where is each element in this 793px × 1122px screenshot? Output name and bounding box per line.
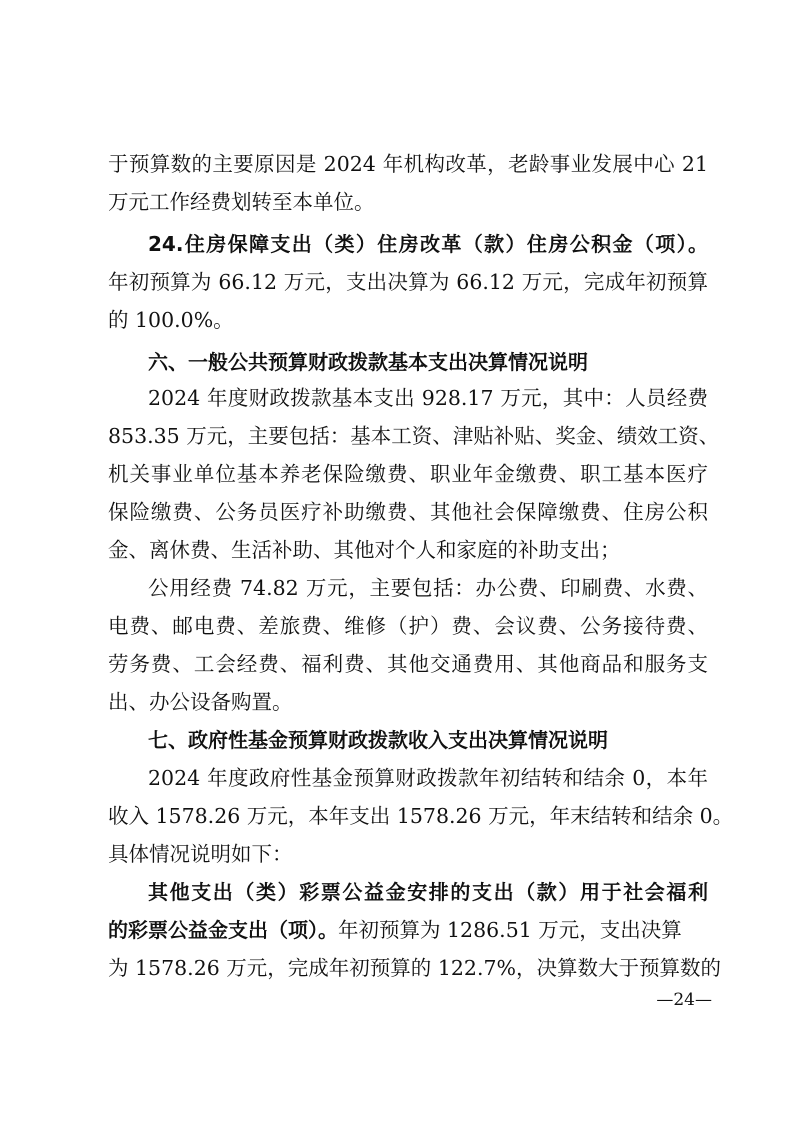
section-heading: 七、政府性基金预算财政拨款收入支出决算情况说明 <box>148 728 608 752</box>
section-heading: 六、一般公共预算财政拨款基本支出决算情况说明 <box>148 350 588 374</box>
paragraph-line: 公用经费 74.82 万元，主要包括：办公费、印刷费、水费、 <box>148 576 708 600</box>
paragraph-line: 出、办公设备购置。 <box>108 690 293 714</box>
item-text: 年初预算为 1286.51 万元，支出决算 <box>338 918 682 942</box>
paragraph-line: 万元工作经费划转至本单位。 <box>108 190 375 214</box>
section-heading: 其他支出（类）彩票公益金安排的支出（款）用于社会福利 <box>148 880 708 904</box>
paragraph-line: 具体情况说明如下： <box>108 842 293 866</box>
paragraph-line: 于预算数的主要原因是 2024 年机构改革，老龄事业发展中心 21 <box>108 152 708 176</box>
paragraph-line: 为 1578.26 万元，完成年初预算的 122.7%，决算数大于预算数的 <box>108 956 721 980</box>
paragraph-line: 劳务费、工会经费、福利费、其他交通费用、其他商品和服务支 <box>108 652 708 676</box>
paragraph-line: 853.35 万元，主要包括：基本工资、津贴补贴、奖金、绩效工资、 <box>108 424 720 448</box>
paragraph-line: 保险缴费、公务员医疗补助缴费、其他社会保障缴费、住房公积 <box>108 500 708 524</box>
paragraph-line: 2024 年度政府性基金预算财政拨款年初结转和结余 0，本年 <box>148 766 708 790</box>
mixed-line <box>108 912 708 948</box>
paragraph-line: 年初预算为 66.12 万元，支出决算为 66.12 万元，完成年初预算 <box>108 270 708 294</box>
paragraph-line: 电费、邮电费、差旅费、维修（护）费、会议费、公务接待费、 <box>108 614 708 638</box>
paragraph-line: 2024 年度财政拨款基本支出 928.17 万元，其中：人员经费 <box>148 386 708 410</box>
paragraph-line: 机关事业单位基本养老保险缴费、职业年金缴费、职工基本医疗 <box>108 462 708 486</box>
item-title: 的彩票公益金支出（项）。 <box>108 918 338 942</box>
paragraph-line: 收入 1578.26 万元，本年支出 1578.26 万元，年末结转和结余 0。 <box>108 804 734 828</box>
paragraph-line: 金、离休费、生活补助、其他对个人和家庭的补助支出； <box>108 538 621 562</box>
paragraph-line: 的 100.0%。 <box>108 308 234 332</box>
page-number: —24— <box>656 990 712 1010</box>
section-heading: 24.住房保障支出（类）住房改革（款）住房公积金（项）。 <box>148 232 708 256</box>
